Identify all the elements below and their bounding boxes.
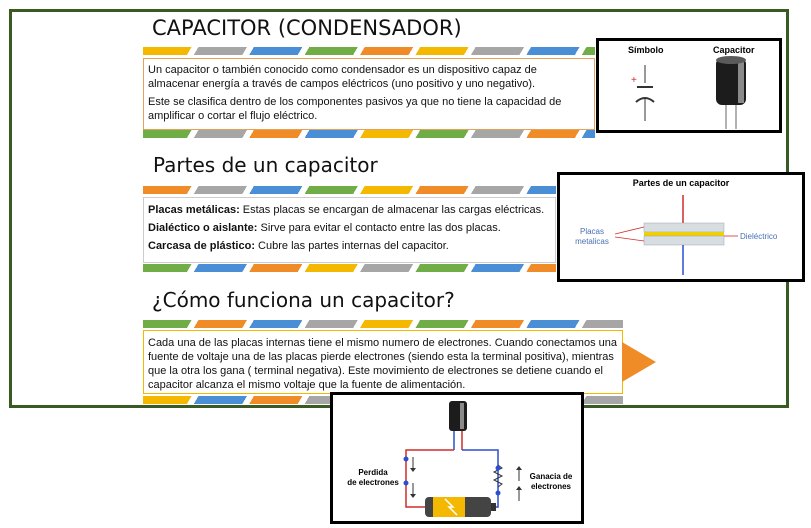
stripe-band (143, 130, 595, 138)
capacitor-description (143, 58, 595, 130)
plus-sign: + (631, 75, 637, 86)
parts-figure-title: Partes de un capacitor (632, 178, 730, 188)
part-desc: Estas placas se encargan de almacenar las cargas eléctricas. (239, 204, 545, 216)
part-item (148, 203, 551, 217)
plates-label-1: Placas (579, 227, 605, 236)
how-it-works-paragraph: Cada una de las placas internas tiene el mismo numero de electrones. Cuando conectamos una fuente de voltaje una de las placas pierde electrones (siendo esta la terminal positiva), mientras que la otra los gana ( terminal negativa). Este movimiento de electrones se detiene cuando el capacitor alcanza el mismo voltaje que la fuente de alimentación. (148, 337, 617, 391)
capacitor-definition: Un capacitor o también conocido como condensador es un dispositivo capaz de almacenar energía a través de campos eléctricos (uno positivo y uno negativo). (148, 64, 537, 90)
electrolytic-capacitor-icon (449, 401, 467, 450)
part-desc: Cubre las partes internas del capacitor. (255, 240, 449, 252)
dielectric-label: Dieléctrico (740, 232, 778, 241)
capacitor-classification: Este se clasifica dentro de los componentes pasivos ya que no tiene la capacidad de amplificar o cortar el flujo eléctrico. (148, 96, 562, 122)
part-desc: Sirve para evitar el contacto entre las dos placas. (257, 222, 501, 234)
loss-label-2: de electrones (347, 478, 399, 487)
stripe-band (143, 186, 556, 194)
electrolytic-capacitor-icon (716, 56, 746, 129)
plates-label-2: metalicas (575, 237, 609, 246)
part-item (148, 221, 551, 235)
part-term: Placas metálicas: (148, 204, 240, 216)
how-it-works-text (143, 330, 623, 394)
section-title-capacitor: CAPACITOR (CONDENSADOR) (152, 16, 462, 40)
stripe-band (143, 264, 556, 272)
stripe-band (143, 47, 595, 55)
dielectric-layer (644, 232, 724, 236)
metal-plate-bottom (644, 236, 724, 245)
capacitor-parts-figure (557, 172, 805, 282)
section-title-parts: Partes de un capacitor (153, 153, 378, 177)
symbol-capacitor-figure (596, 38, 782, 133)
symbol-label: Símbolo (628, 45, 664, 55)
capacitor-label: Capacitor (713, 45, 755, 55)
capacitor-symbol-icon (631, 65, 654, 121)
battery-icon (425, 497, 496, 517)
stripe-band (143, 320, 623, 328)
gain-label-1: Ganacia de (529, 472, 573, 481)
part-term: Dialéctico o aislante: (148, 222, 258, 234)
metal-plate-top (644, 223, 724, 232)
circuit-figure (330, 392, 584, 524)
part-term: Carcasa de plástico: (148, 240, 255, 252)
section-title-how-it-works: ¿Cómo funciona un capacitor? (152, 288, 455, 312)
parts-list (143, 197, 556, 263)
part-item (148, 239, 551, 253)
loss-label-1: Perdida (358, 468, 388, 477)
orange-arrow (622, 342, 656, 382)
gain-label-2: electrones (530, 482, 572, 491)
